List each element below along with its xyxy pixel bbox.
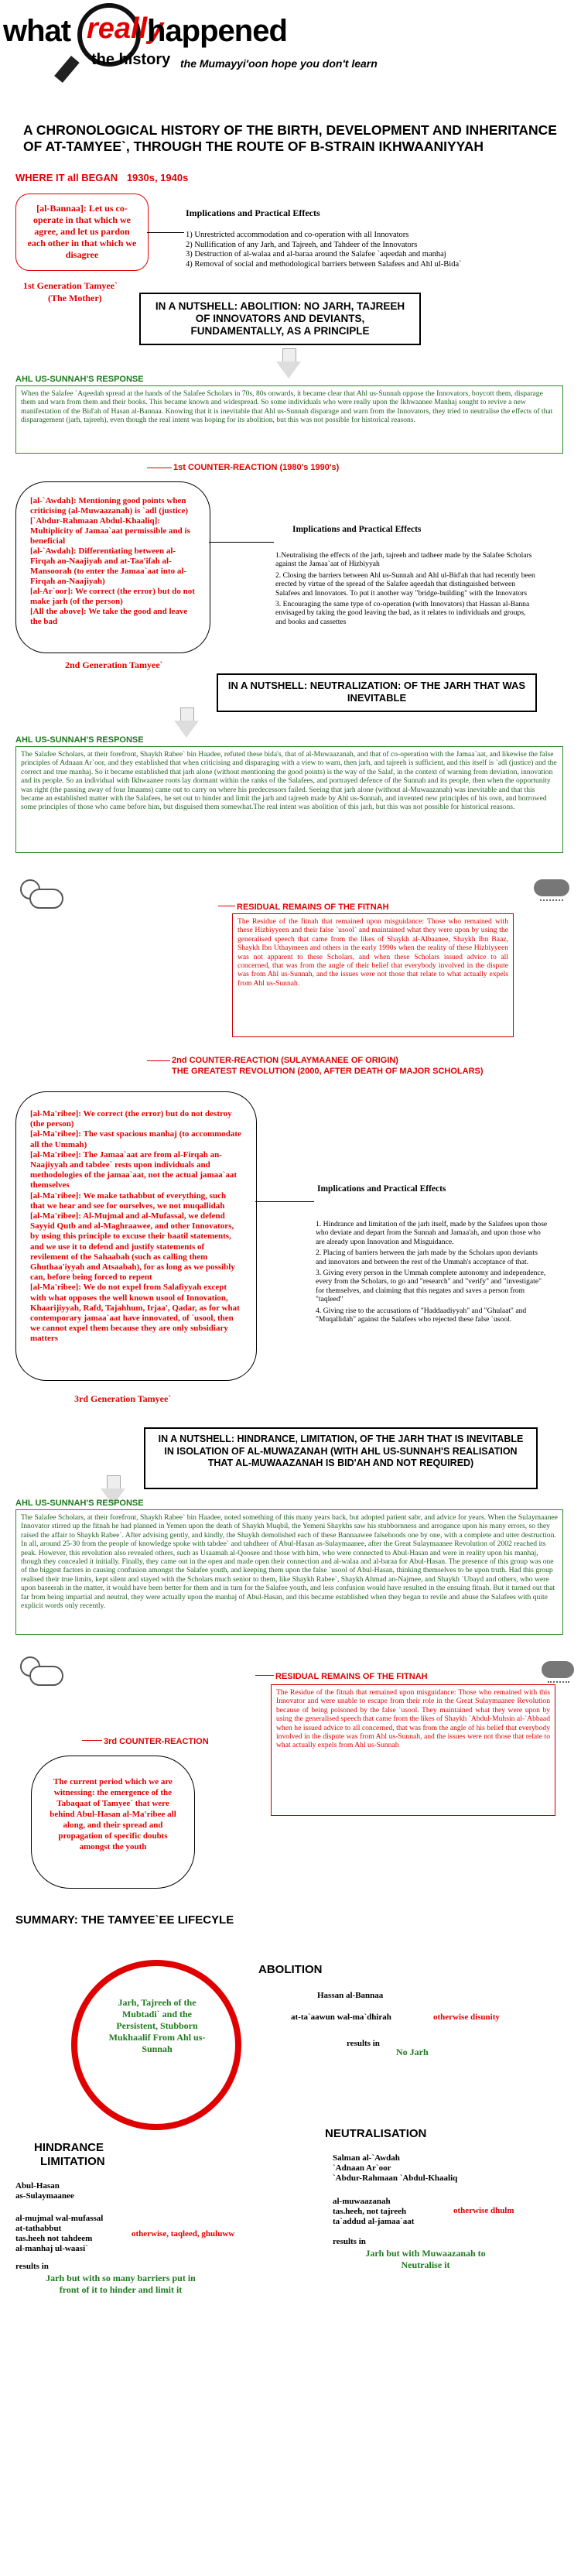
- magnifier-handle: [54, 56, 80, 83]
- neutral-outcome: Jarh but with Muwaazanah to Neutralise it: [365, 2248, 486, 2270]
- abolition-label: ABOLITION: [258, 1963, 323, 1976]
- residual-1-title: RESIDUAL REMAINS OF THE FITNAH: [237, 903, 389, 912]
- hind-results: results in: [15, 2262, 49, 2271]
- sun-cloud-icon: [15, 875, 62, 913]
- response-3-text: The Salafee Scholars, at their forefront, Shaykh Rabee` bin Haadee, noted something of this many years back, but adopted patient sabr, and advice for years. When the Sulaymaanee Innovator stirred up the fitnah he had planned in Yemen upon the death of Shaykh Muqbil, the Yemeni Shaykhs saw his stubbornness and arrogance upon his many errors, so they raised the affair to Shaykh Rabee`. After advising gently, and kindly, the Shaykh demolished each of these Bannaawee falsehoods one by one, with a complete and utter destruction. In all, around 25-30 from the people of knowledge spoke with tabdee` and tahdheer of Abul-Hasan as-Sulaymaanee, after the Great Sulaymaanee Revolution of 2002 reached its peak. However, this revolution also revealed others, such as Usaamah al-Qoosee and those with him, who were connected to Abul-Hasan and were in reality upon his manhaj, though they concealed it initially. Finally, they came out in the open and made open their connection and al-walaa and al-baraa for Abul-Hasan. The presence of this group was one of the biggest factors in causing confusion amongst the Salafee youth, and keeping them upon the false `usool of Abul-Hasan, thinking themselves to be upon truth. Had this group realised their true limits, kept silent and stayed with the Scholars much senior to them, like Shaykh Rabee`, Shaykh Ahmad an-Najmee, and Shaykh `Ubayd and others, who were upon baseerah in the matter, it would have been better for them and in turn for the Salafee youth, and less confusion would have resulted in the ensuing fitnah. But it turned out that far from being impartial and neutral, they were actually upon the manhaj of Abul-Hasan, and this became established when they began to revile and abuse the Salafees with quite explicit words only recently.: [21, 1513, 558, 1611]
- hind-person: as-Sulaymaanee: [15, 2191, 74, 2201]
- center-text: Jarh, Tajreeh of the Mubtadi` and the Persistent, Stubborn Mukhaalif From Ahl us-Sunnah: [108, 1997, 206, 2054]
- gen2-line: [`Abdur-Rahmaan Abdul-Khaaliq]: Multiplicity of Jamaa`aat permissible and is beneficial: [30, 516, 190, 546]
- neutral-phrase: al-muwaazanah: [333, 2197, 391, 2206]
- gen2-line: [al-`Awdah]: Differentiating between al-Firqah an-Naajiyah and at-Taa'ifah al-Mansoorah (to enter the Jamaa`aat into al-Firqah an-Naajiyah): [30, 546, 187, 586]
- gen3-line: [al-Ma'ribee]: The Jamaa`aat are from al-Firqah an-Naajiyyah and tabdee` rests upon individuals and methodologies of the jamaa`aat, not the actual jamaa`aat themselves: [30, 1149, 238, 1190]
- neutral-person: `Adnaan Ar`oor: [333, 2163, 391, 2173]
- counter-3-label: 3rd COUNTER-REACTION: [104, 1737, 209, 1746]
- gen3-line: [al-Ma'ribee]: The vast spacious manhaj (to accommodate all the Ummah): [30, 1129, 241, 1149]
- neutral-phrases: [333, 2197, 414, 2227]
- response-1-box: [15, 385, 563, 454]
- gen3-line: [al-Ma'ribee]: We do not expel from Salafiyyah except with what opposes the well known usool of Innovation, Khaarijiyyah, Rafd, Tajahhum, Irjaa', Qadar, as for what contemporary jamaa`aat have innovated, of `usool, then we cannot expel them because they are only subsidiary matters: [30, 1283, 240, 1344]
- tagline: the Mumayyi'oon hope you don't learn: [180, 57, 378, 70]
- neutral-label: NEUTRALISATION: [325, 2127, 427, 2140]
- where-text: WHERE IT all BEGAN: [15, 172, 118, 183]
- residual-1-text: The Residue of the fitnah that remained upon misguidance: Those who remained with these Hizbiyyeen and their false `usool` and maintained what they were upon by using the generalised speech that came from the likes of Shaykh al-Albaanee, Shaykh Ibn Baaz, Shaykh Ibn Uthaymeen and others in the early 1990s when the reality of these Hizbiyyeen was not apparent to these Scholars, and when these Scholars issued advice to all concerned, that was from the angle of their belief that everybody involved in the dispute was from Ahl us-Sunnah, and the issues were not those that relate to what actually expels from Ahl us-Sunnah.: [238, 917, 508, 988]
- hind-label-1: HINDRANCE: [34, 2141, 104, 2154]
- hind-label-2: LIMITATION: [40, 2155, 105, 2168]
- gen3-line: [al-Ma'ribee]: We make tathabbut of everything, such that we hear and see for ourselves, we not muqallidah: [30, 1190, 227, 1211]
- counter-2-arrow: [147, 1060, 170, 1061]
- impl1-item: 1) Unrestricted accommodation and co-operation with all Innovators: [186, 231, 409, 239]
- abolition-outcome: No Jarh: [396, 2047, 429, 2057]
- rain-cloud-icon: [534, 879, 572, 910]
- hind-outcome: Jarh but with so many barriers put in front of it to hinder and limit it: [46, 2273, 196, 2295]
- impl3-item: 2. Placing of barriers between the jarh made by the Scholars upon deviants and innovators and between the rest of the Ummah's acceptance of that.: [316, 1249, 538, 1266]
- neutral-phrase: ta`addud al-jamaa`aat: [333, 2217, 415, 2226]
- down-arrow: [276, 348, 301, 379]
- impl3-title: Implications and Practical Effects: [317, 1184, 446, 1194]
- abolition-phrase: at-ta`aawun wal-ma`dhirah: [291, 2012, 391, 2022]
- gen3-label: 3rd Generation Tamyee`: [74, 1393, 172, 1404]
- residual-2-text: The Residue of the fitnah that remained upon misguidance: Those who remained with this Innovator and were unable to escape from their role in the Great Sulaymaanee Revolution because of being poisoned by the false `usool. They maintained what they were upon by using the generalised speech that came from the likes of Shaykh `Abdul-Muhsin al-`Abbaad when he issued advice to all concerned, that was from the angle of his belief that everybody involved in the dispute was from Ahl us-Sunnah, and the issues were not those that relate to what actually expels from Ahl us-Sunnah: [276, 1688, 550, 1750]
- response-3-label: AHL US-SUNNAH'S RESPONSE: [15, 1499, 144, 1508]
- hind-otherwise: otherwise, taqleed, ghuluww: [132, 2229, 235, 2239]
- bannaa-text: [al-Bannaa]: Let us co-operate in that which we agree, and let us pardon each other in that which we disagree: [27, 203, 137, 260]
- nutshell-2: [217, 673, 537, 712]
- impl2-item: 2. Closing the barriers between Ahl us-Sunnah and Ahl ul-Bid'ah that had recently been erected by virtue of the spread of the Salafee aqeedah that distinguished between Salafees and Innovators. To put it another way "bridge-building" with the Innovators: [275, 570, 535, 598]
- abolition-otherwise: otherwise disunity: [433, 2012, 500, 2022]
- impl3-item: 3. Giving every person in the Ummah complete autonomy and independence, every from the Scholars, to go and "research" and "verify" and "investigate" for themselves, and claiming that this negates and saves a person from "taqleed": [316, 1269, 546, 1304]
- gen3-lines: [16, 1092, 256, 1345]
- impl1-item: 4) Removal of social and methodological barriers between Salafees and Ahl ul-Bida`: [186, 259, 462, 269]
- gen3-line: [al-Ma'ribee]: We correct (the error) but do not destroy (the person): [30, 1109, 232, 1129]
- nutshell-2-text: IN A NUTSHELL: NEUTRALIZATION: OF THE JARH THAT WAS INEVITABLE: [227, 680, 526, 704]
- response-3-box: [15, 1509, 563, 1635]
- connector-line: [209, 542, 274, 543]
- neutral-people: [333, 2153, 457, 2184]
- hind-phrase: tas.heeh not tahdeem: [15, 2234, 93, 2243]
- residual-1-box: [232, 913, 514, 1037]
- gen1-sub: (The Mother): [48, 293, 102, 303]
- hind-phrases: [15, 2214, 103, 2254]
- connector-line: [147, 232, 184, 233]
- response-2-text: The Salafee Scholars, at their forefront, Shaykh Rabee` bin Haadee, refuted these bida's, that of al-Muwaazanah, and that of co-operation with the Jamaa`aat, and likewise the false principles of Adnaan Ar`oor, and they established that when criticising and disparaging with a view to warn, then jarh, and tajreeh is sufficient, and this itself is `adl (justice) and the correct and true manhaj. So it became established that jarh alone (without mentioning the good points) is the way of the Salaf, in the context of warning from deviation, innovation and its people. So an individual with Ikhwaanee roots lay dormant within the ranks of the Salafees, and portrayed defence of the Sunnah and its people, then when the opportunity was right (the passing away of four Imaams) came out to carry on where his predecessors failed. Seeing that jarh alone (without al-Muwaazanah) was inevitable and that this became an established matter with the Salafees, he set out to hinder and limit the jarh and tajreeh made by Ahl us-Sunnah, and invented new principles of his own, and borrowed some principles of those who came before him, but disguised them somewhat.The real intent was abolition of this jarh, but this was not possible for historical reasons.: [21, 750, 557, 812]
- residual-2-arrow: [255, 1675, 274, 1676]
- counter-2-label: 2nd COUNTER-REACTION (SULAYMAANEE OF ORIGIN): [172, 1056, 398, 1065]
- gen2-bubble: [15, 481, 210, 653]
- gen2-line: [al-`Awdah]: Mentioning good points when criticising (al-Muwaazanah) is `adl (justice): [30, 496, 189, 516]
- abolition-person: Hassan al-Bannaa: [317, 1991, 384, 2000]
- response-2-label: AHL US-SUNNAH'S RESPONSE: [15, 735, 144, 745]
- neutral-phrase: tas.heeh, not tajreeh: [333, 2207, 407, 2216]
- brand-really: really: [87, 12, 164, 45]
- impl2-list: [275, 551, 535, 626]
- impl1-item: 3) Destruction of al-walaa and al-baraa around the Salafee `aqeedah and manhaj: [186, 250, 446, 259]
- impl1-title: Implications and Practical Effects: [186, 207, 320, 218]
- down-arrow: [174, 707, 199, 738]
- nutshell-3: [144, 1427, 538, 1489]
- where-label: [15, 172, 188, 183]
- impl3-item: 4. Giving rise to the accusations of "Haddaadiyyah" and "Ghulaat" and "Muqallidah" against the Salafees who rejected these false `usool.: [316, 1306, 527, 1324]
- gen3-line: [al-Ma'ribee]: Al-Mujmal and al-Mufassal, we defend Sayyid Qutb and al-Maghraawee, and other Innovators, by using this principle to excuse their baatil statements, and we use it to defend and justify statements of revilement of the Sahaabah (such as calling them Ghuthaa'iyyah and Atsaabah), for as long as we possibly can, before being forced to repent: [30, 1211, 235, 1283]
- impl1-item: 2) Nullification of any Jarh, and Tajreeh, and Tahdeer of the Innovators: [186, 240, 418, 249]
- gen2-line: [All the above]: We take the good and leave the bad: [30, 607, 188, 626]
- gen2-line: [al-Ar`oor]: We correct (the error) but do not make jarh (of the person): [30, 587, 195, 606]
- nutshell-1-text: IN A NUTSHELL: ABOLITION: NO JARH, TAJREEH OF INNOVATORS AND DEVIANTS, FUNDAMENTALLY, AS A PRINCIPLE: [155, 300, 405, 337]
- impl2-item: 1.Neutralising the effects of the jarh, tajreeh and tadheer made by the Salafee Scholars against the Jamaa`aat of Hizbiyyah: [275, 551, 532, 569]
- response-2-box: [15, 746, 563, 853]
- hind-person: Abul-Hasan: [15, 2181, 60, 2191]
- response-1-label: AHL US-SUNNAH'S RESPONSE: [15, 375, 144, 384]
- hind-phrase: al-mujmal wal-mufassal: [15, 2214, 104, 2223]
- impl2-item: 3. Encouraging the same type of co-operation (with Innovators) that Hassan al-Banna envisaged by taking the good leaving the bad, as it relates to individuals and groups, and books and cassettes: [275, 600, 530, 626]
- abolition-results: results in: [347, 2039, 380, 2048]
- hind-phrase: al-manhaj ul-waasi`: [15, 2244, 88, 2253]
- brand-what: what: [3, 14, 71, 48]
- gen2-label: 2nd Generation Tamyee`: [65, 659, 163, 670]
- counter-1-label: 1st COUNTER-REACTION (1980's 1990's): [173, 463, 340, 472]
- counter-2-sub: THE GREATEST REVOLUTION (2000, AFTER DEATH OF MAJOR SCHOLARS): [172, 1067, 484, 1076]
- counter-3-arrow: [82, 1740, 102, 1741]
- brand-happened: happened: [147, 14, 287, 48]
- summary-title: SUMMARY: THE TAMYEE`EE LIFECYLE: [15, 1913, 234, 1927]
- nutshell-3-text: IN A NUTSHELL: HINDRANCE, LIMITATION, OF THE JARH THAT IS INEVITABLE IN ISOLATION OF AL-MUWAZANAH (WITH AHL US-SUNNAH'S REALISATION THAT AL-MUWAAZANAH IS BID'AH AND NOT REQUIRED): [158, 1434, 524, 1468]
- response-1-text: When the Salafee `Aqeedah spread at the hands of the Salafee Scholars in 70s, 80s onwards, it became clear that Ahl us-Sunnah oppose the Innovators, boycott them, disparage them and warn from them and their books. This became known and widespread. So some individuals who were really upon the Ikhwaanee Manhaj sought to revive a new manifestation of the Bid'ah of Hasan al-Bannaa. Knowing that it is inevitable that Ahl us-Sunnah disparage and warn from the Innovators, they tried to neutralise the effects of that disparagement (jarh, tajreeh), even though the real intent was hoping for its abolition, but this was not possible for historical reasons.: [21, 389, 553, 425]
- main-title: A CHRONOLOGICAL HISTORY OF THE BIRTH, DEVELOPMENT AND INHERITANCE OF AT-TAMYEE`, THROUGH THE ROUTE OF B-STRAIN IKHWAANIYYAH: [23, 122, 557, 154]
- impl2-title: Implications and Practical Effects: [292, 525, 422, 534]
- impl3-item: 1. Hindrance and limitation of the jarh itself, made by the Salafees upon those who deviate and depart from the Sunnah and Jamaa'ah, and upon those who are already upon Innovation and Misguidance.: [316, 1220, 548, 1246]
- neutral-otherwise: otherwise dhulm: [453, 2206, 514, 2215]
- neutral-results: results in: [333, 2237, 366, 2246]
- brand-history: the history: [91, 51, 171, 68]
- gen3-bubble: [15, 1091, 257, 1381]
- connector-line: [255, 1201, 314, 1202]
- where-years: 1930s, 1940s: [126, 172, 189, 183]
- hind-people: [15, 2181, 74, 2201]
- nutshell-1: [139, 293, 421, 345]
- residual-2-title: RESIDUAL REMAINS OF THE FITNAH: [275, 1672, 428, 1681]
- sun-cloud-icon: [15, 1652, 62, 1690]
- gen2-lines: [16, 482, 210, 627]
- residual-2-box: [271, 1684, 555, 1816]
- gen4-text: The current period which we are witnessing: the emergence of the Tabaqaat of Tamyee` that were behind Abul-Hasan al-Ma'ribee all along, and their spread and propagation of specific doubts amongst the youth: [50, 1777, 176, 1852]
- gen4-bubble: [31, 1756, 195, 1889]
- neutral-person: `Abdur-Rahmaan `Abdul-Khaaliq: [333, 2174, 458, 2183]
- gen1-label: 1st Generation Tamyee`: [23, 280, 118, 291]
- hind-phrase: at-tathabbut: [15, 2224, 62, 2233]
- impl1-list: [186, 231, 549, 269]
- neutral-person: Salman al-`Awdah: [333, 2153, 400, 2163]
- header: [0, 0, 581, 77]
- impl3-list: [316, 1220, 548, 1324]
